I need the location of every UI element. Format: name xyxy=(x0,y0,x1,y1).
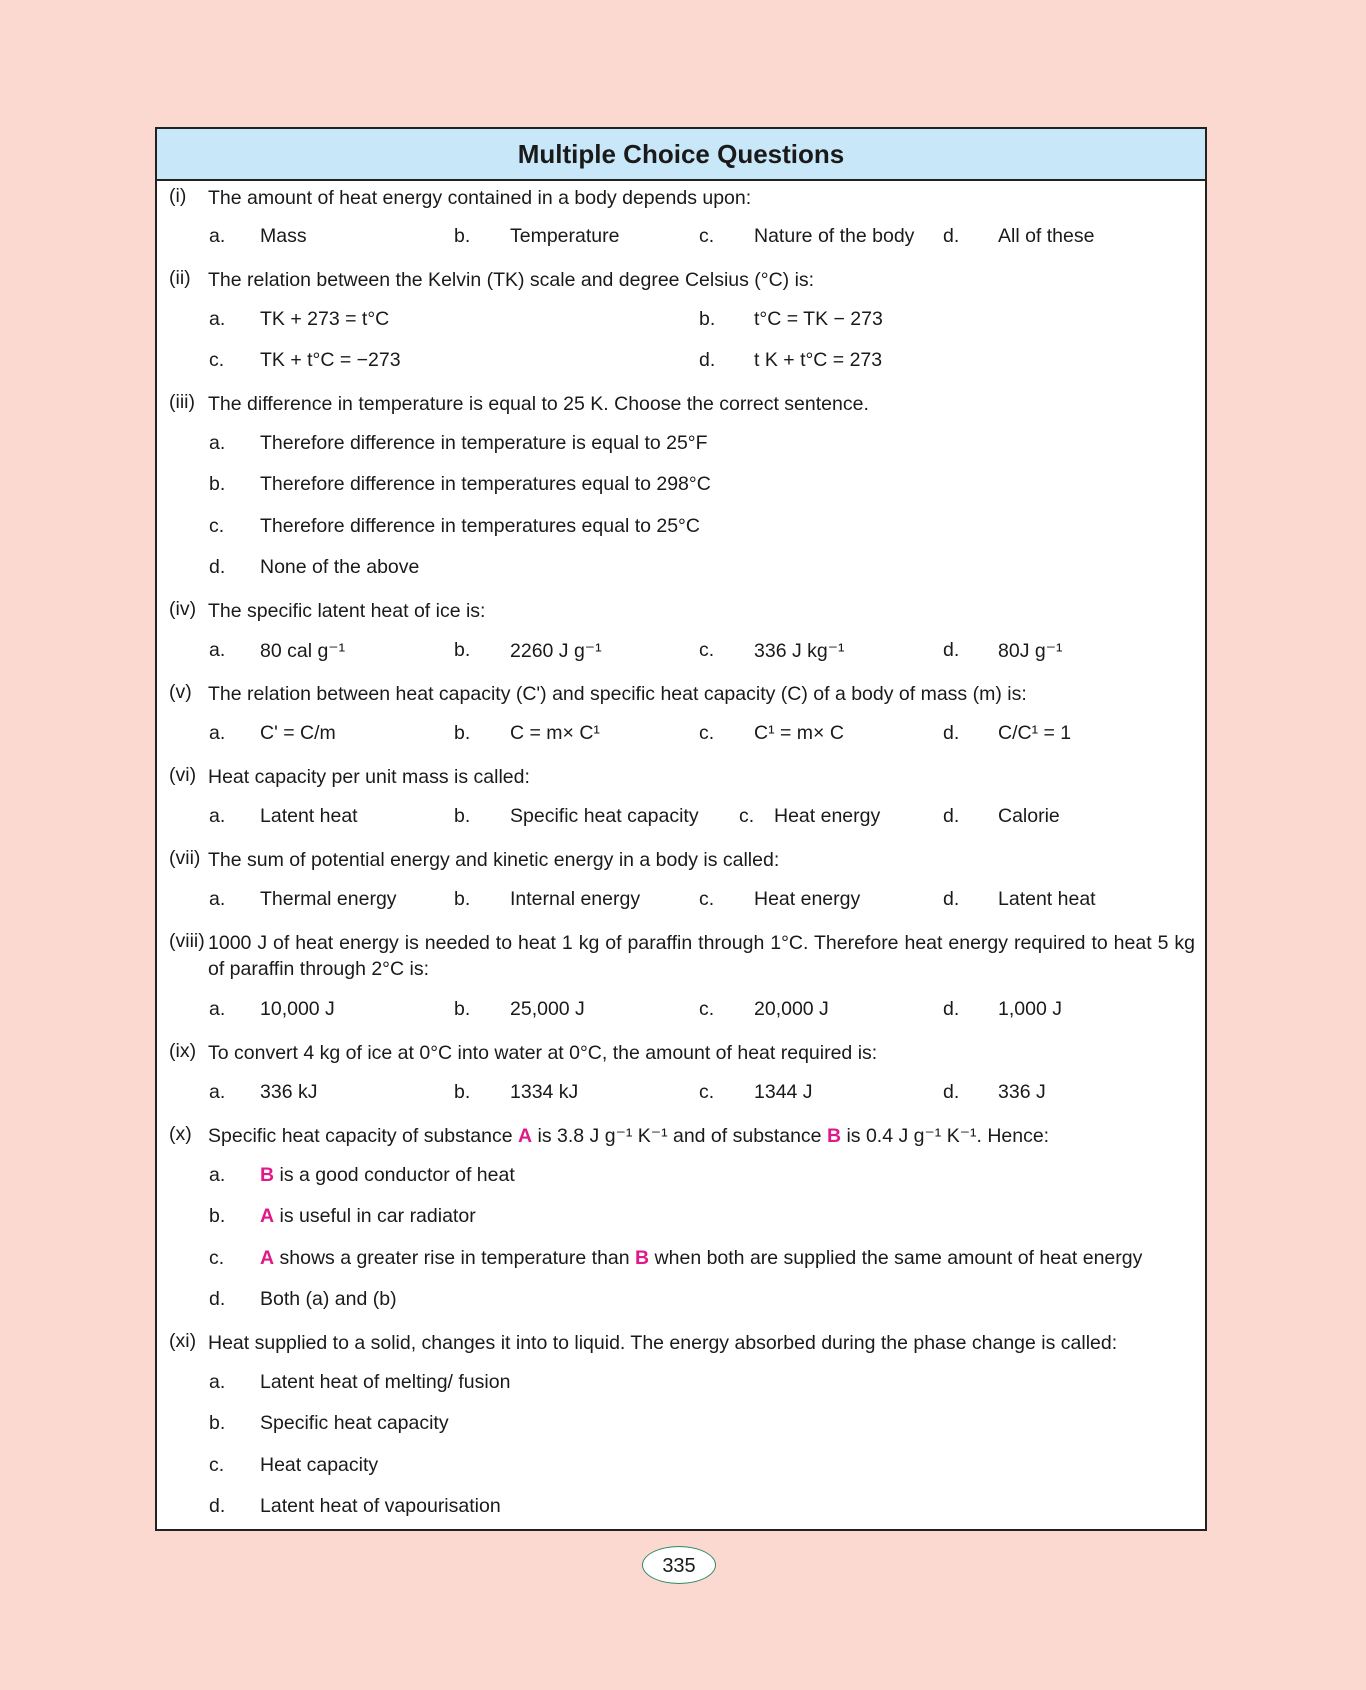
option-text: Temperature xyxy=(510,225,620,247)
option-letter: c. xyxy=(699,998,715,1020)
option-text: Latent heat xyxy=(998,888,1096,910)
option-letter: b. xyxy=(454,722,471,744)
option-letter: b. xyxy=(454,805,471,827)
option-letter: d. xyxy=(943,998,960,1020)
option-text: C = m× C¹ xyxy=(510,722,600,744)
question-text: The relation between heat capacity (C') and specific heat capacity (C) of a body of mass (m) is: xyxy=(208,683,1027,705)
text-part: when both are supplied the same amount of heat energy xyxy=(649,1247,1143,1269)
option-text: 1,000 J xyxy=(998,998,1062,1020)
option-letter: a. xyxy=(209,888,226,910)
option-text: Latent heat of vapourisation xyxy=(260,1495,501,1517)
option-letter: d. xyxy=(943,225,960,247)
option-letter: d. xyxy=(699,349,716,371)
option-letter: d. xyxy=(209,1495,226,1517)
option-letter: b. xyxy=(454,998,471,1020)
option-letter: d. xyxy=(209,556,226,578)
option-text: 25,000 J xyxy=(510,998,585,1020)
option-letter: a. xyxy=(209,805,226,827)
question-number: (i) xyxy=(169,185,187,207)
page-number: 335 xyxy=(642,1546,716,1584)
question-number: (ii) xyxy=(169,267,191,289)
option-text: 1344 J xyxy=(754,1081,813,1103)
question-text: Heat capacity per unit mass is called: xyxy=(208,766,530,788)
option-letter: a. xyxy=(209,639,226,661)
question-text: The specific latent heat of ice is: xyxy=(208,600,486,622)
option-letter: b. xyxy=(454,639,471,661)
option-letter: c. xyxy=(209,1454,225,1476)
option-text: Therefore difference in temperature is equal to 25°F xyxy=(260,432,708,454)
option-text: Internal energy xyxy=(510,888,641,910)
option-letter: d. xyxy=(943,722,960,744)
substance-a-label: A xyxy=(518,1125,533,1147)
option-text: 20,000 J xyxy=(754,998,829,1020)
option-letter: c. xyxy=(209,1247,225,1269)
option-letter: b. xyxy=(699,308,716,330)
option-letter: c. xyxy=(699,1081,715,1103)
option-letter: b. xyxy=(209,1205,226,1227)
option-text: Mass xyxy=(260,225,307,247)
option-text xyxy=(260,1164,515,1187)
option-letter: b. xyxy=(454,888,471,910)
option-letter: a. xyxy=(209,1081,226,1103)
question-number: (iv) xyxy=(169,598,197,620)
question-number: (x) xyxy=(169,1123,192,1145)
option-text: 80 cal g⁻¹ xyxy=(260,640,346,662)
option-text: 1334 kJ xyxy=(510,1081,579,1103)
option-text: Thermal energy xyxy=(260,888,397,910)
option-text: Heat energy xyxy=(754,888,861,910)
option-text: t K + t°C = 273 xyxy=(754,349,883,371)
option-text: C' = C/m xyxy=(260,722,336,744)
option-letter: d. xyxy=(209,1288,226,1310)
text-part: is a good conductor of heat xyxy=(274,1164,515,1186)
option-letter: c. xyxy=(699,225,715,247)
substance-b-label: B xyxy=(826,1125,842,1147)
option-letter: d. xyxy=(943,1081,960,1103)
question-text: The sum of potential energy and kinetic energy in a body is called: xyxy=(208,849,780,871)
substance-a-label: A xyxy=(260,1247,275,1269)
option-letter: a. xyxy=(209,308,226,330)
question-number: (viii) xyxy=(169,930,205,952)
text-part: Specific heat capacity of substance xyxy=(208,1125,519,1147)
option-letter: b. xyxy=(454,225,471,247)
question-text: The relation between the Kelvin (TK) scale and degree Celsius (°C) is: xyxy=(208,269,815,291)
option-text: Specific heat capacity xyxy=(260,1412,449,1434)
text-part: is 3.8 J g⁻¹ K⁻¹ and of substance xyxy=(532,1125,827,1147)
option-letter: a. xyxy=(209,225,226,247)
option-text: 80J g⁻¹ xyxy=(998,640,1063,662)
option-text: Heat capacity xyxy=(260,1454,379,1476)
option-letter: d. xyxy=(943,639,960,661)
option-letter: c. xyxy=(699,888,715,910)
option-text: TK + 273 = t°C xyxy=(260,308,390,330)
option-letter: a. xyxy=(209,1371,226,1393)
text-part: is 0.4 J g⁻¹ K⁻¹. Hence: xyxy=(841,1125,1050,1147)
option-text: 2260 J g⁻¹ xyxy=(510,640,602,662)
option-text: Latent heat xyxy=(260,805,358,827)
option-letter: b. xyxy=(209,473,226,495)
option-text xyxy=(260,1247,1142,1270)
section-title: Multiple Choice Questions xyxy=(157,129,1205,181)
question-text: To convert 4 kg of ice at 0°C into water at 0°C, the amount of heat required is: xyxy=(208,1042,878,1064)
option-letter: d. xyxy=(943,805,960,827)
question-text: Heat supplied to a solid, changes it into to liquid. The energy absorbed during the phase change is called: xyxy=(208,1332,1118,1354)
option-letter: d. xyxy=(943,888,960,910)
option-text: None of the above xyxy=(260,556,420,578)
option-text: C/C¹ = 1 xyxy=(998,722,1072,744)
question-number: (v) xyxy=(169,681,192,703)
question-number: (iii) xyxy=(169,391,195,413)
option-text: 336 J xyxy=(998,1081,1046,1103)
question-text: The amount of heat energy contained in a body depends upon: xyxy=(208,187,752,209)
option-text: t°C = TK − 273 xyxy=(754,308,883,330)
option-text: Heat energy xyxy=(774,805,881,827)
question-text xyxy=(208,1123,1195,1149)
option-text: C¹ = m× C xyxy=(754,722,844,744)
text-part: is useful in car radiator xyxy=(274,1205,476,1227)
mcq-box xyxy=(155,127,1207,1531)
option-letter: b. xyxy=(454,1081,471,1103)
option-letter: a. xyxy=(209,722,226,744)
question-number: (vii) xyxy=(169,847,201,869)
question-number: (xi) xyxy=(169,1330,197,1352)
option-text: Nature of the body xyxy=(754,225,915,247)
substance-a-label: A xyxy=(260,1205,275,1227)
question-text: The difference in temperature is equal to 25 K. Choose the correct sentence. xyxy=(208,393,869,415)
option-text: Therefore difference in temperatures equal to 25°C xyxy=(260,515,700,537)
option-text: 336 kJ xyxy=(260,1081,318,1103)
option-text: 10,000 J xyxy=(260,998,335,1020)
substance-b-label: B xyxy=(260,1164,275,1186)
option-text: Calorie xyxy=(998,805,1060,827)
option-letter: a. xyxy=(209,998,226,1020)
substance-b-label: B xyxy=(635,1247,650,1269)
option-letter: c. xyxy=(739,805,755,827)
option-letter: a. xyxy=(209,432,226,454)
question-text: 1000 J of heat energy is needed to heat 1 kg of paraffin through 1°C. Therefore heat energy required to heat 5 kg of paraffin through 2°C is: xyxy=(208,932,1195,980)
option-text: Both (a) and (b) xyxy=(260,1288,397,1310)
option-text xyxy=(260,1205,476,1228)
option-text: TK + t°C = −273 xyxy=(260,349,401,371)
question-number: (ix) xyxy=(169,1040,197,1062)
option-text: Specific heat capacity xyxy=(510,805,699,827)
option-text: All of these xyxy=(998,225,1095,247)
option-letter: c. xyxy=(209,349,225,371)
option-text: Therefore difference in temperatures equal to 298°C xyxy=(260,473,711,495)
question-number: (vi) xyxy=(169,764,197,786)
option-letter: a. xyxy=(209,1164,226,1186)
option-letter: c. xyxy=(209,515,225,537)
option-text: Latent heat of melting/ fusion xyxy=(260,1371,511,1393)
option-letter: b. xyxy=(209,1412,226,1434)
option-letter: c. xyxy=(699,639,715,661)
option-letter: c. xyxy=(699,722,715,744)
option-text: 336 J kg⁻¹ xyxy=(754,640,845,662)
text-part: shows a greater rise in temperature than xyxy=(274,1247,636,1269)
